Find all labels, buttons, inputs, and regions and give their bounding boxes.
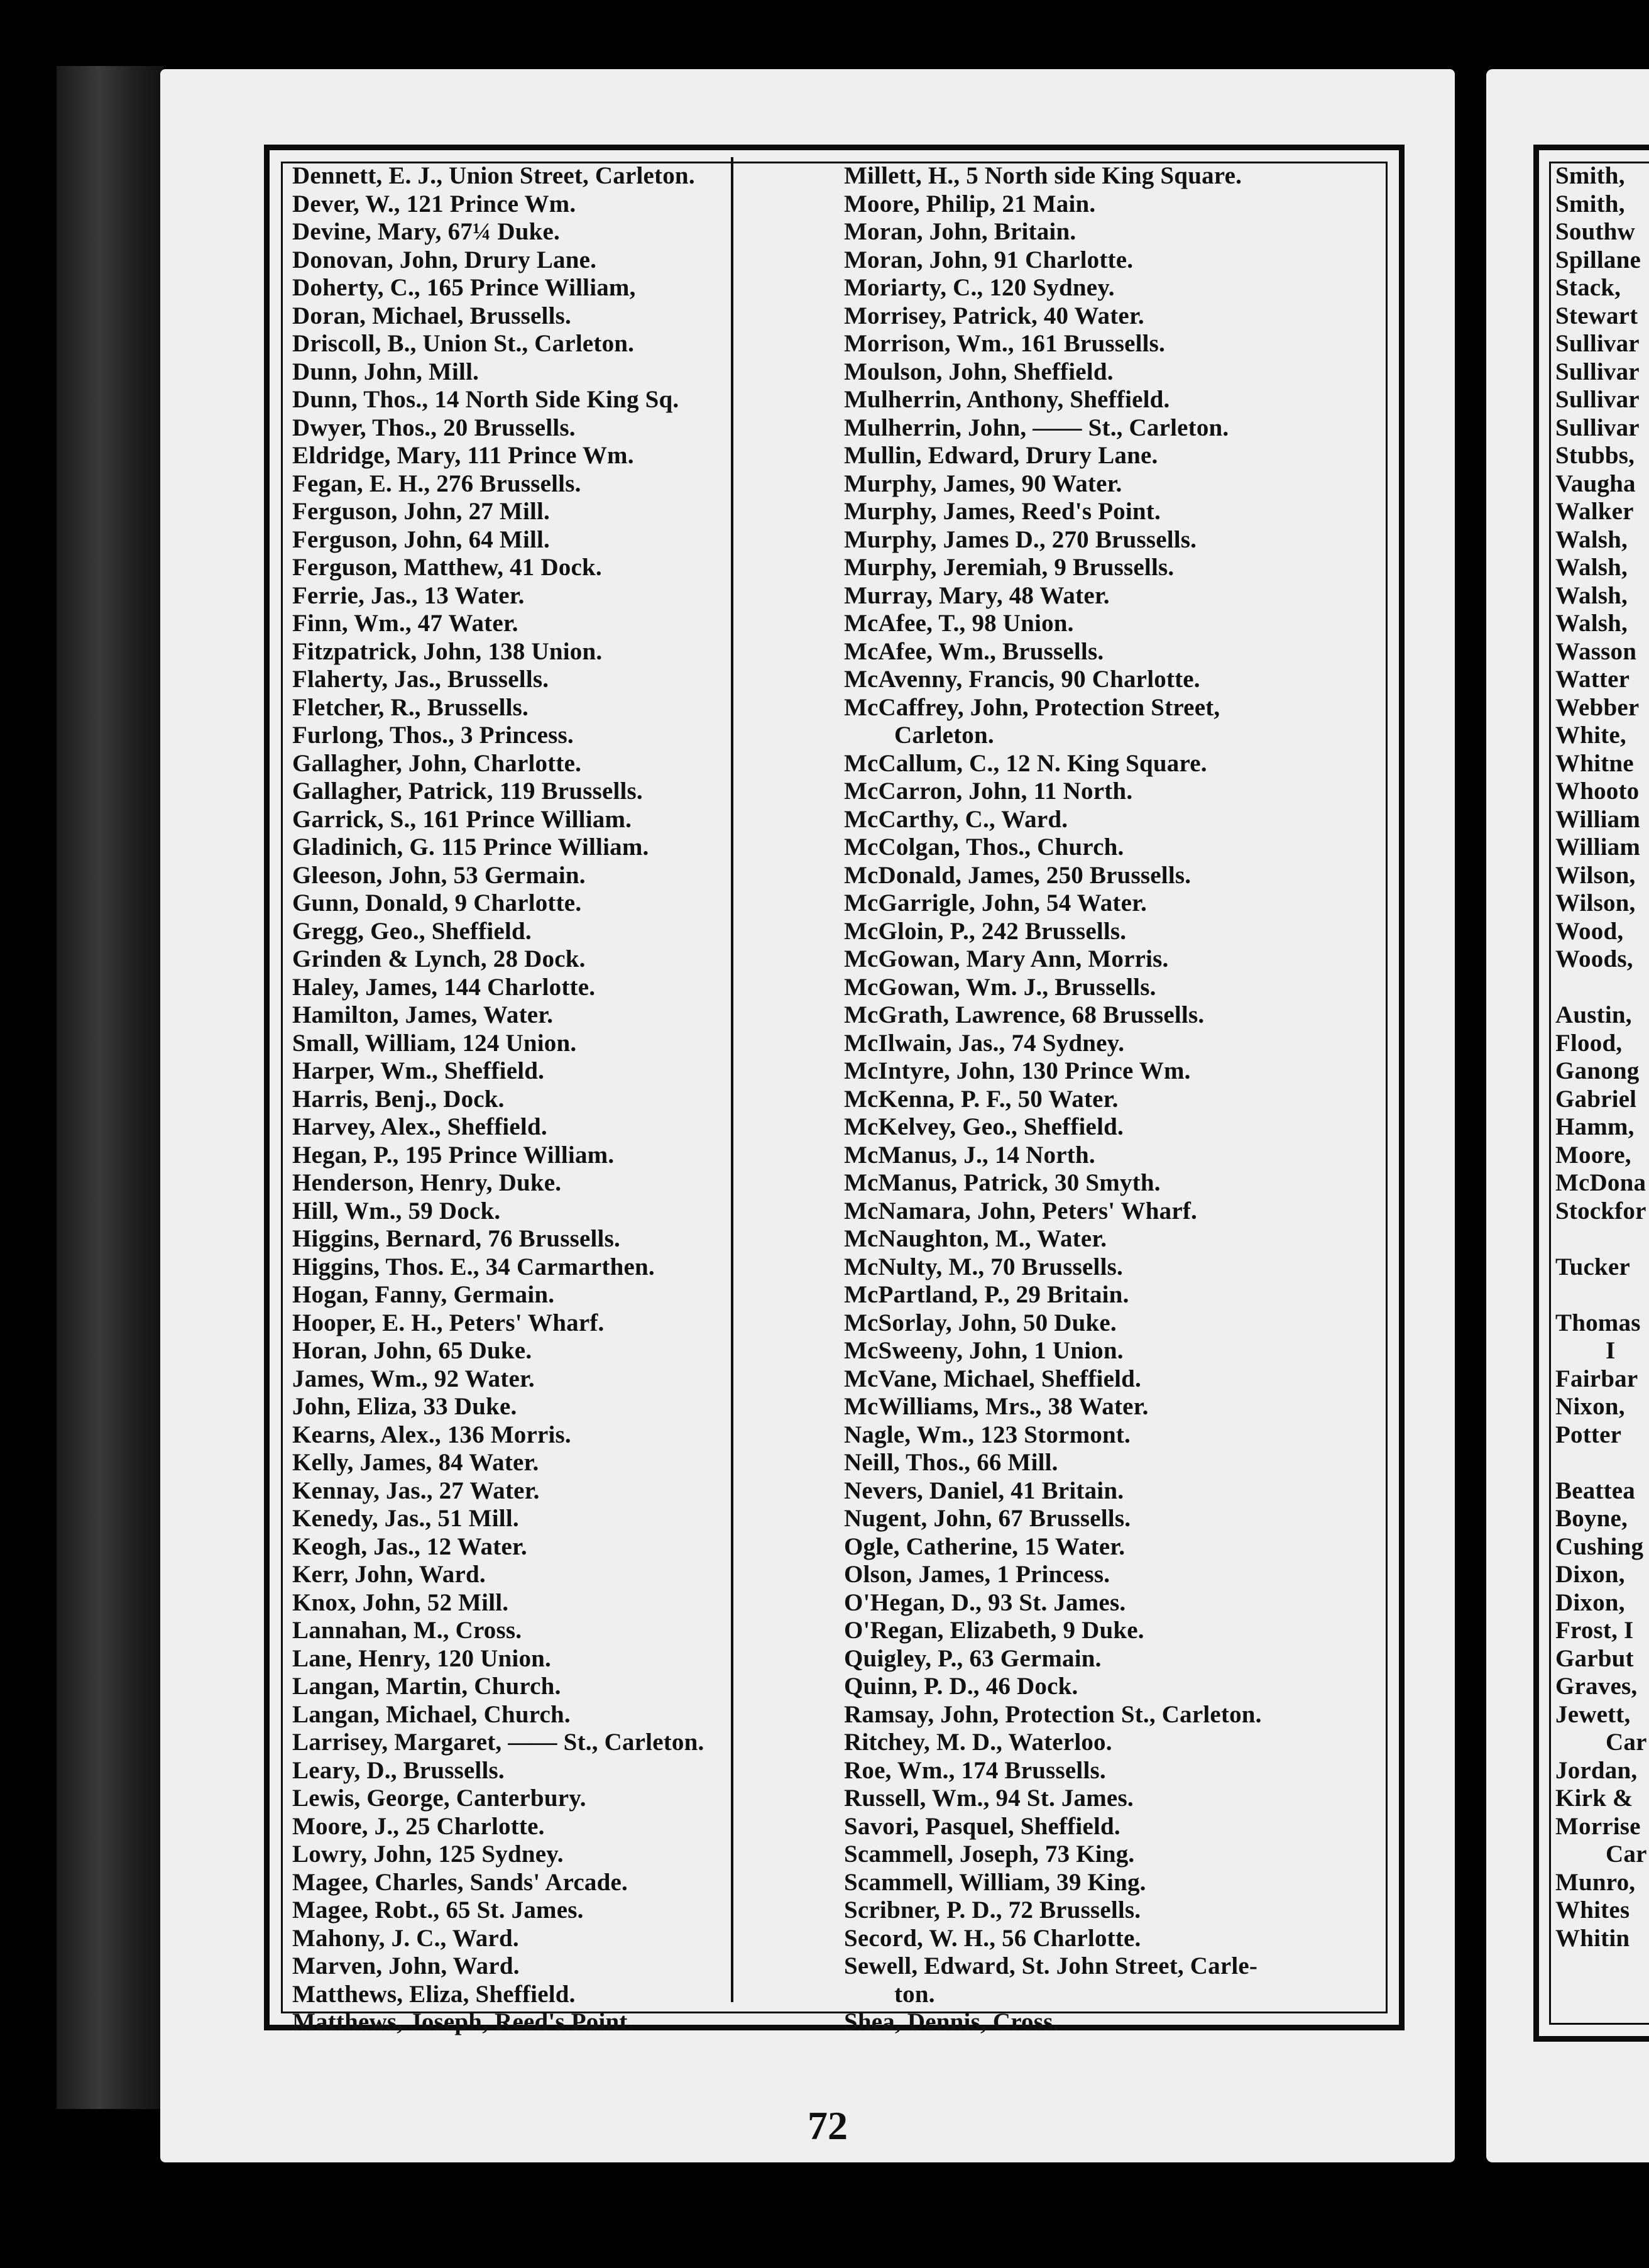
directory-entry: Dennett, E. J., Union Street, Carleton.	[292, 162, 695, 189]
fragment-entry: Flood,	[1555, 1029, 1623, 1057]
directory-entry: Kennay, Jas., 27 Water.	[292, 1477, 540, 1504]
directory-entry: Morrison, Wm., 161 Brussells.	[844, 330, 1165, 357]
directory-entry: Kenedy, Jas., 51 Mill.	[292, 1505, 519, 1532]
fragment-entry: McDona	[1555, 1169, 1646, 1196]
directory-entry: Donovan, John, Drury Lane.	[292, 246, 597, 273]
directory-entry: Moriarty, C., 120 Sydney.	[844, 274, 1115, 301]
fragment-entry: Jordan,	[1555, 1756, 1638, 1784]
directory-entry: John, Eliza, 33 Duke.	[292, 1393, 517, 1420]
directory-entry-continuation: Carleton.	[894, 722, 994, 749]
directory-entry: McPartland, P., 29 Britain.	[844, 1281, 1129, 1308]
directory-entry: Murphy, James, Reed's Point.	[844, 498, 1161, 525]
fragment-entry: Car	[1606, 1729, 1647, 1756]
fragment-entry: Graves,	[1555, 1673, 1638, 1700]
directory-entry: Keogh, Jas., 12 Water.	[292, 1533, 527, 1560]
fragment-entry: Vaugha	[1555, 470, 1636, 497]
directory-entry: McDonald, James, 250 Brussells.	[844, 861, 1192, 889]
directory-entry: Ferrie, Jas., 13 Water.	[292, 581, 525, 609]
fragment-gap	[1555, 1281, 1649, 1309]
fragment-entry: Garbut	[1555, 1644, 1634, 1672]
directory-entry: McGowan, Wm. J., Brussells.	[844, 973, 1156, 1001]
fragment-entry: Thomas	[1555, 1309, 1641, 1336]
directory-entry: Grinden & Lynch, 28 Dock.	[292, 945, 586, 972]
directory-entry: Garrick, S., 161 Prince William.	[292, 805, 632, 833]
left-column	[292, 162, 726, 2037]
directory-entry: McCarthy, C., Ward.	[844, 805, 1068, 833]
directory-entry: Hegan, P., 195 Prince William.	[292, 1141, 615, 1169]
fragment-entry: Sullivar	[1555, 386, 1640, 413]
directory-entry: Ferguson, John, 64 Mill.	[292, 526, 550, 553]
directory-entry: Matthews, Joseph, Reed's Point.	[292, 2008, 634, 2035]
directory-entry: James, Wm., 92 Water.	[292, 1365, 535, 1392]
fragment-entry: Stubbs,	[1555, 442, 1635, 469]
fragment-entry: Moore,	[1555, 1141, 1631, 1169]
fragment-entry: Ganong	[1555, 1057, 1640, 1084]
directory-entry: O'Regan, Elizabeth, 9 Duke.	[844, 1617, 1144, 1644]
directory-entry: McKenna, P. F., 50 Water.	[844, 1085, 1119, 1113]
fragment-entry: Stack,	[1555, 274, 1621, 301]
directory-entry: Finn, Wm., 47 Water.	[292, 610, 518, 637]
directory-entry: Dever, W., 121 Prince Wm.	[292, 190, 576, 217]
directory-entry: Ogle, Catherine, 15 Water.	[844, 1533, 1126, 1560]
directory-entry: Gallagher, John, Charlotte.	[292, 749, 582, 777]
directory-entry: Furlong, Thos., 3 Princess.	[292, 722, 574, 749]
directory-entry: McGrath, Lawrence, 68 Brussells.	[844, 1001, 1205, 1028]
fragment-entry: Walsh,	[1555, 554, 1628, 581]
fragment-entry: Tucker	[1555, 1253, 1630, 1280]
directory-entry: Murphy, James, 90 Water.	[844, 470, 1122, 497]
directory-entry: McNaughton, M., Water.	[844, 1225, 1107, 1252]
directory-entry: Millett, H., 5 North side King Square.	[844, 162, 1242, 189]
fragment-entry: Wood,	[1555, 917, 1624, 945]
directory-entry: Olson, James, 1 Princess.	[844, 1561, 1110, 1588]
directory-entry: McAvenny, Francis, 90 Charlotte.	[844, 666, 1200, 693]
directory-entry: Moulson, John, Sheffield.	[844, 358, 1114, 385]
fragment-gap	[1555, 974, 1649, 1002]
directory-entry: Langan, Michael, Church.	[292, 1700, 571, 1728]
directory-entry: Kearns, Alex., 136 Morris.	[292, 1421, 571, 1448]
directory-entry: Nugent, John, 67 Brussells.	[844, 1505, 1131, 1532]
directory-entry: Langan, Martin, Church.	[292, 1673, 561, 1700]
directory-entry: Hogan, Fanny, Germain.	[292, 1281, 555, 1308]
fragment-gap	[1555, 1225, 1649, 1253]
fragment-entry: Walsh,	[1555, 526, 1628, 553]
fragment-entry: Stewart	[1555, 302, 1638, 329]
directory-entry: Fletcher, R., Brussells.	[292, 693, 529, 721]
directory-entry: Dunn, John, Mill.	[292, 358, 479, 385]
directory-entry: McGowan, Mary Ann, Morris.	[844, 945, 1169, 972]
directory-entry: Roe, Wm., 174 Brussells.	[844, 1756, 1106, 1784]
fragment-entry: William	[1555, 805, 1641, 833]
directory-entry: McNamara, John, Peters' Wharf.	[844, 1197, 1197, 1225]
fragment-entry: Nixon,	[1555, 1393, 1625, 1420]
fragment-entry: Hamm,	[1555, 1113, 1635, 1140]
directory-entry: McCallum, C., 12 N. King Square.	[844, 749, 1207, 777]
fragment-entry: Wilson,	[1555, 861, 1636, 889]
right-column	[844, 162, 1397, 2037]
fragment-entry: Sullivar	[1555, 330, 1640, 357]
directory-entry: McGarrigle, John, 54 Water.	[844, 889, 1148, 917]
fragment-entry: Spillane	[1555, 246, 1641, 273]
directory-entry: Eldridge, Mary, 111 Prince Wm.	[292, 442, 634, 469]
book-spine	[57, 66, 163, 2109]
directory-entry: Magee, Charles, Sands' Arcade.	[292, 1868, 628, 1896]
directory-entry: McGloin, P., 242 Brussells.	[844, 917, 1127, 945]
directory-entry: Nevers, Daniel, 41 Britain.	[844, 1477, 1124, 1504]
fragment-entry: Whites	[1555, 1896, 1630, 1924]
fragment-entry: Cushing	[1555, 1533, 1644, 1560]
directory-entry: Hill, Wm., 59 Dock.	[292, 1197, 501, 1225]
page-number: 72	[808, 2103, 848, 2148]
fragment-gap	[1555, 1449, 1649, 1477]
directory-entry: McWilliams, Mrs., 38 Water.	[844, 1393, 1149, 1420]
directory-entry: Lane, Henry, 120 Union.	[292, 1644, 551, 1672]
directory-entry: Hooper, E. H., Peters' Wharf.	[292, 1309, 605, 1336]
fragment-entry: Walsh,	[1555, 610, 1628, 637]
directory-entry: Mulherrin, John, —— St., Carleton.	[844, 414, 1229, 441]
directory-entry: Secord, W. H., 56 Charlotte.	[844, 1924, 1141, 1952]
directory-entry: Lewis, George, Canterbury.	[292, 1785, 586, 1812]
directory-entry: Lowry, John, 125 Sydney.	[292, 1841, 564, 1868]
fragment-entry: White,	[1555, 722, 1626, 749]
fragment-entry: Munro,	[1555, 1868, 1636, 1896]
directory-entry: Doran, Michael, Brussells.	[292, 302, 571, 329]
fragment-entry: Woods,	[1555, 945, 1633, 972]
fragment-entry: Morrise	[1555, 1812, 1641, 1840]
directory-entry: Ferguson, John, 27 Mill.	[292, 498, 550, 525]
next-page-fragment	[1486, 69, 1649, 2162]
directory-entry: Gladinich, G. 115 Prince William.	[292, 834, 649, 861]
directory-entry: Horan, John, 65 Duke.	[292, 1337, 532, 1364]
fragment-entry: Fairbar	[1555, 1365, 1638, 1392]
directory-entry: Higgins, Thos. E., 34 Carmarthen.	[292, 1253, 655, 1280]
fragment-entry: Jewett,	[1555, 1700, 1631, 1728]
directory-entry: Moran, John, Britain.	[844, 218, 1077, 245]
directory-entry: Moran, John, 91 Charlotte.	[844, 246, 1134, 273]
directory-entry: McCaffrey, John, Protection Street,	[844, 693, 1220, 721]
directory-entry: McVane, Michael, Sheffield.	[844, 1365, 1141, 1392]
left-page	[160, 69, 1455, 2162]
directory-entry: McIntyre, John, 130 Prince Wm.	[844, 1057, 1191, 1084]
fragment-entry: I	[1606, 1337, 1616, 1364]
directory-entry: McNulty, M., 70 Brussells.	[844, 1253, 1123, 1280]
directory-entry: Doherty, C., 165 Prince William,	[292, 274, 636, 301]
directory-entry: Ferguson, Matthew, 41 Dock.	[292, 554, 602, 581]
directory-entry: McSweeny, John, 1 Union.	[844, 1337, 1124, 1364]
directory-entry: Henderson, Henry, Duke.	[292, 1169, 562, 1196]
fragment-entry: Dixon,	[1555, 1588, 1625, 1616]
fragment-entry: Smith,	[1555, 190, 1625, 217]
directory-entry: O'Hegan, D., 93 St. James.	[844, 1588, 1126, 1616]
directory-entry: Moore, J., 25 Charlotte.	[292, 1812, 545, 1840]
directory-entry: Larrisey, Margaret, —— St., Carleton.	[292, 1729, 704, 1756]
column-divider	[731, 157, 733, 2002]
fragment-entry: Walker	[1555, 498, 1634, 525]
directory-entry: Leary, D., Brussells.	[292, 1756, 505, 1784]
directory-entry: Neill, Thos., 66 Mill.	[844, 1449, 1058, 1476]
directory-entry: Nagle, Wm., 123 Stormont.	[844, 1421, 1131, 1448]
directory-entry: McColgan, Thos., Church.	[844, 834, 1124, 861]
directory-entry: Scammell, Joseph, 73 King.	[844, 1841, 1135, 1868]
directory-entry: Quinn, P. D., 46 Dock.	[844, 1673, 1078, 1700]
directory-entry: McSorlay, John, 50 Duke.	[844, 1309, 1117, 1336]
directory-entry: Mulherrin, Anthony, Sheffield.	[844, 386, 1170, 413]
directory-entry: Knox, John, 52 Mill.	[292, 1588, 509, 1616]
directory-entry: Ritchey, M. D., Waterloo.	[844, 1729, 1112, 1756]
directory-entry: Haley, James, 144 Charlotte.	[292, 973, 596, 1001]
directory-entry: Ramsay, John, Protection St., Carleton.	[844, 1700, 1262, 1728]
directory-entry: Quigley, P., 63 Germain.	[844, 1644, 1102, 1672]
directory-entry: McCarron, John, 11 North.	[844, 778, 1133, 805]
fragment-entry: Whitne	[1555, 749, 1634, 777]
directory-entry: Matthews, Eliza, Sheffield.	[292, 1980, 576, 2008]
directory-entry: McManus, Patrick, 30 Smyth.	[844, 1169, 1161, 1196]
next-page-column	[1555, 162, 1649, 1952]
directory-entry: McManus, J., 14 North.	[844, 1141, 1095, 1169]
directory-entry: Moore, Philip, 21 Main.	[844, 190, 1096, 217]
fragment-entry: Austin,	[1555, 1001, 1632, 1028]
fragment-entry: William	[1555, 834, 1641, 861]
directory-entry: Scammell, William, 39 King.	[844, 1868, 1146, 1896]
fragment-entry: Boyne,	[1555, 1505, 1628, 1532]
directory-entry: Magee, Robt., 65 St. James.	[292, 1896, 584, 1924]
fragment-entry: Dixon,	[1555, 1561, 1625, 1588]
fragment-entry: Potter	[1555, 1421, 1622, 1448]
directory-entry: McIlwain, Jas., 74 Sydney.	[844, 1029, 1125, 1057]
directory-entry: Devine, Mary, 67¼ Duke.	[292, 218, 560, 245]
directory-entry: Morrisey, Patrick, 40 Water.	[844, 302, 1144, 329]
fragment-entry: Kirk &	[1555, 1785, 1633, 1812]
directory-entry: Savori, Pasquel, Sheffield.	[844, 1812, 1120, 1840]
directory-entry: Kerr, John, Ward.	[292, 1561, 486, 1588]
fragment-entry: Watter	[1555, 666, 1630, 693]
fragment-entry: Smith,	[1555, 162, 1625, 189]
directory-entry: Harris, Benj., Dock.	[292, 1085, 505, 1113]
fragment-entry: Frost, I	[1555, 1617, 1634, 1644]
directory-entry: McKelvey, Geo., Sheffield.	[844, 1113, 1124, 1140]
fragment-entry: Beattea	[1555, 1477, 1636, 1504]
directory-entry: Murray, Mary, 48 Water.	[844, 581, 1110, 609]
directory-entry-continuation: ton.	[894, 1980, 935, 2008]
directory-entry: Lannahan, M., Cross.	[292, 1617, 522, 1644]
fragment-entry: Southw	[1555, 218, 1635, 245]
directory-entry: Gleeson, John, 53 Germain.	[292, 861, 586, 889]
directory-entry: Marven, John, Ward.	[292, 1952, 520, 1979]
fragment-entry: Wasson	[1555, 637, 1637, 665]
directory-entry: Sewell, Edward, St. John Street, Carle-	[844, 1952, 1258, 1979]
fragment-entry: Car	[1606, 1841, 1647, 1868]
directory-entry: Russell, Wm., 94 St. James.	[844, 1785, 1134, 1812]
directory-entry: Murphy, James D., 270 Brussells.	[844, 526, 1197, 553]
directory-entry: Harvey, Alex., Sheffield.	[292, 1113, 547, 1140]
fragment-entry: Wilson,	[1555, 889, 1636, 917]
directory-entry: Scribner, P. D., 72 Brussells.	[844, 1896, 1141, 1924]
fragment-entry: Webber	[1555, 693, 1640, 721]
fragment-entry: Sullivar	[1555, 414, 1640, 441]
fragment-entry: Stockfor	[1555, 1197, 1646, 1225]
fragment-entry: Sullivar	[1555, 358, 1640, 385]
fragment-entry: Gabriel	[1555, 1085, 1637, 1113]
directory-entry: Hamilton, James, Water.	[292, 1001, 554, 1028]
directory-entry: Mahony, J. C., Ward.	[292, 1924, 519, 1952]
directory-entry: Gunn, Donald, 9 Charlotte.	[292, 889, 582, 917]
directory-entry: Small, William, 124 Union.	[292, 1029, 577, 1057]
directory-entry: McAfee, Wm., Brussells.	[844, 637, 1104, 665]
directory-entry: Dwyer, Thos., 20 Brussells.	[292, 414, 576, 441]
directory-entry: Driscoll, B., Union St., Carleton.	[292, 330, 635, 357]
directory-entry: Harper, Wm., Sheffield.	[292, 1057, 545, 1084]
directory-entry: McAfee, T., 98 Union.	[844, 610, 1074, 637]
directory-entry: Fitzpatrick, John, 138 Union.	[292, 637, 603, 665]
directory-entry: Higgins, Bernard, 76 Brussells.	[292, 1225, 620, 1252]
fragment-entry: Whitin	[1555, 1924, 1630, 1952]
directory-entry: Gallagher, Patrick, 119 Brussells.	[292, 778, 643, 805]
directory-entry: Fegan, E. H., 276 Brussells.	[292, 470, 581, 497]
directory-entry: Dunn, Thos., 14 North Side King Sq.	[292, 386, 679, 413]
directory-entry: Murphy, Jeremiah, 9 Brussells.	[844, 554, 1175, 581]
directory-entry: Mullin, Edward, Drury Lane.	[844, 442, 1158, 469]
directory-entry: Shea, Dennis, Cross.	[844, 2008, 1060, 2035]
directory-entry: Kelly, James, 84 Water.	[292, 1449, 539, 1476]
directory-entry: Gregg, Geo., Sheffield.	[292, 917, 532, 945]
fragment-entry: Walsh,	[1555, 581, 1628, 609]
directory-entry: Flaherty, Jas., Brussells.	[292, 666, 549, 693]
fragment-entry: Whooto	[1555, 778, 1640, 805]
